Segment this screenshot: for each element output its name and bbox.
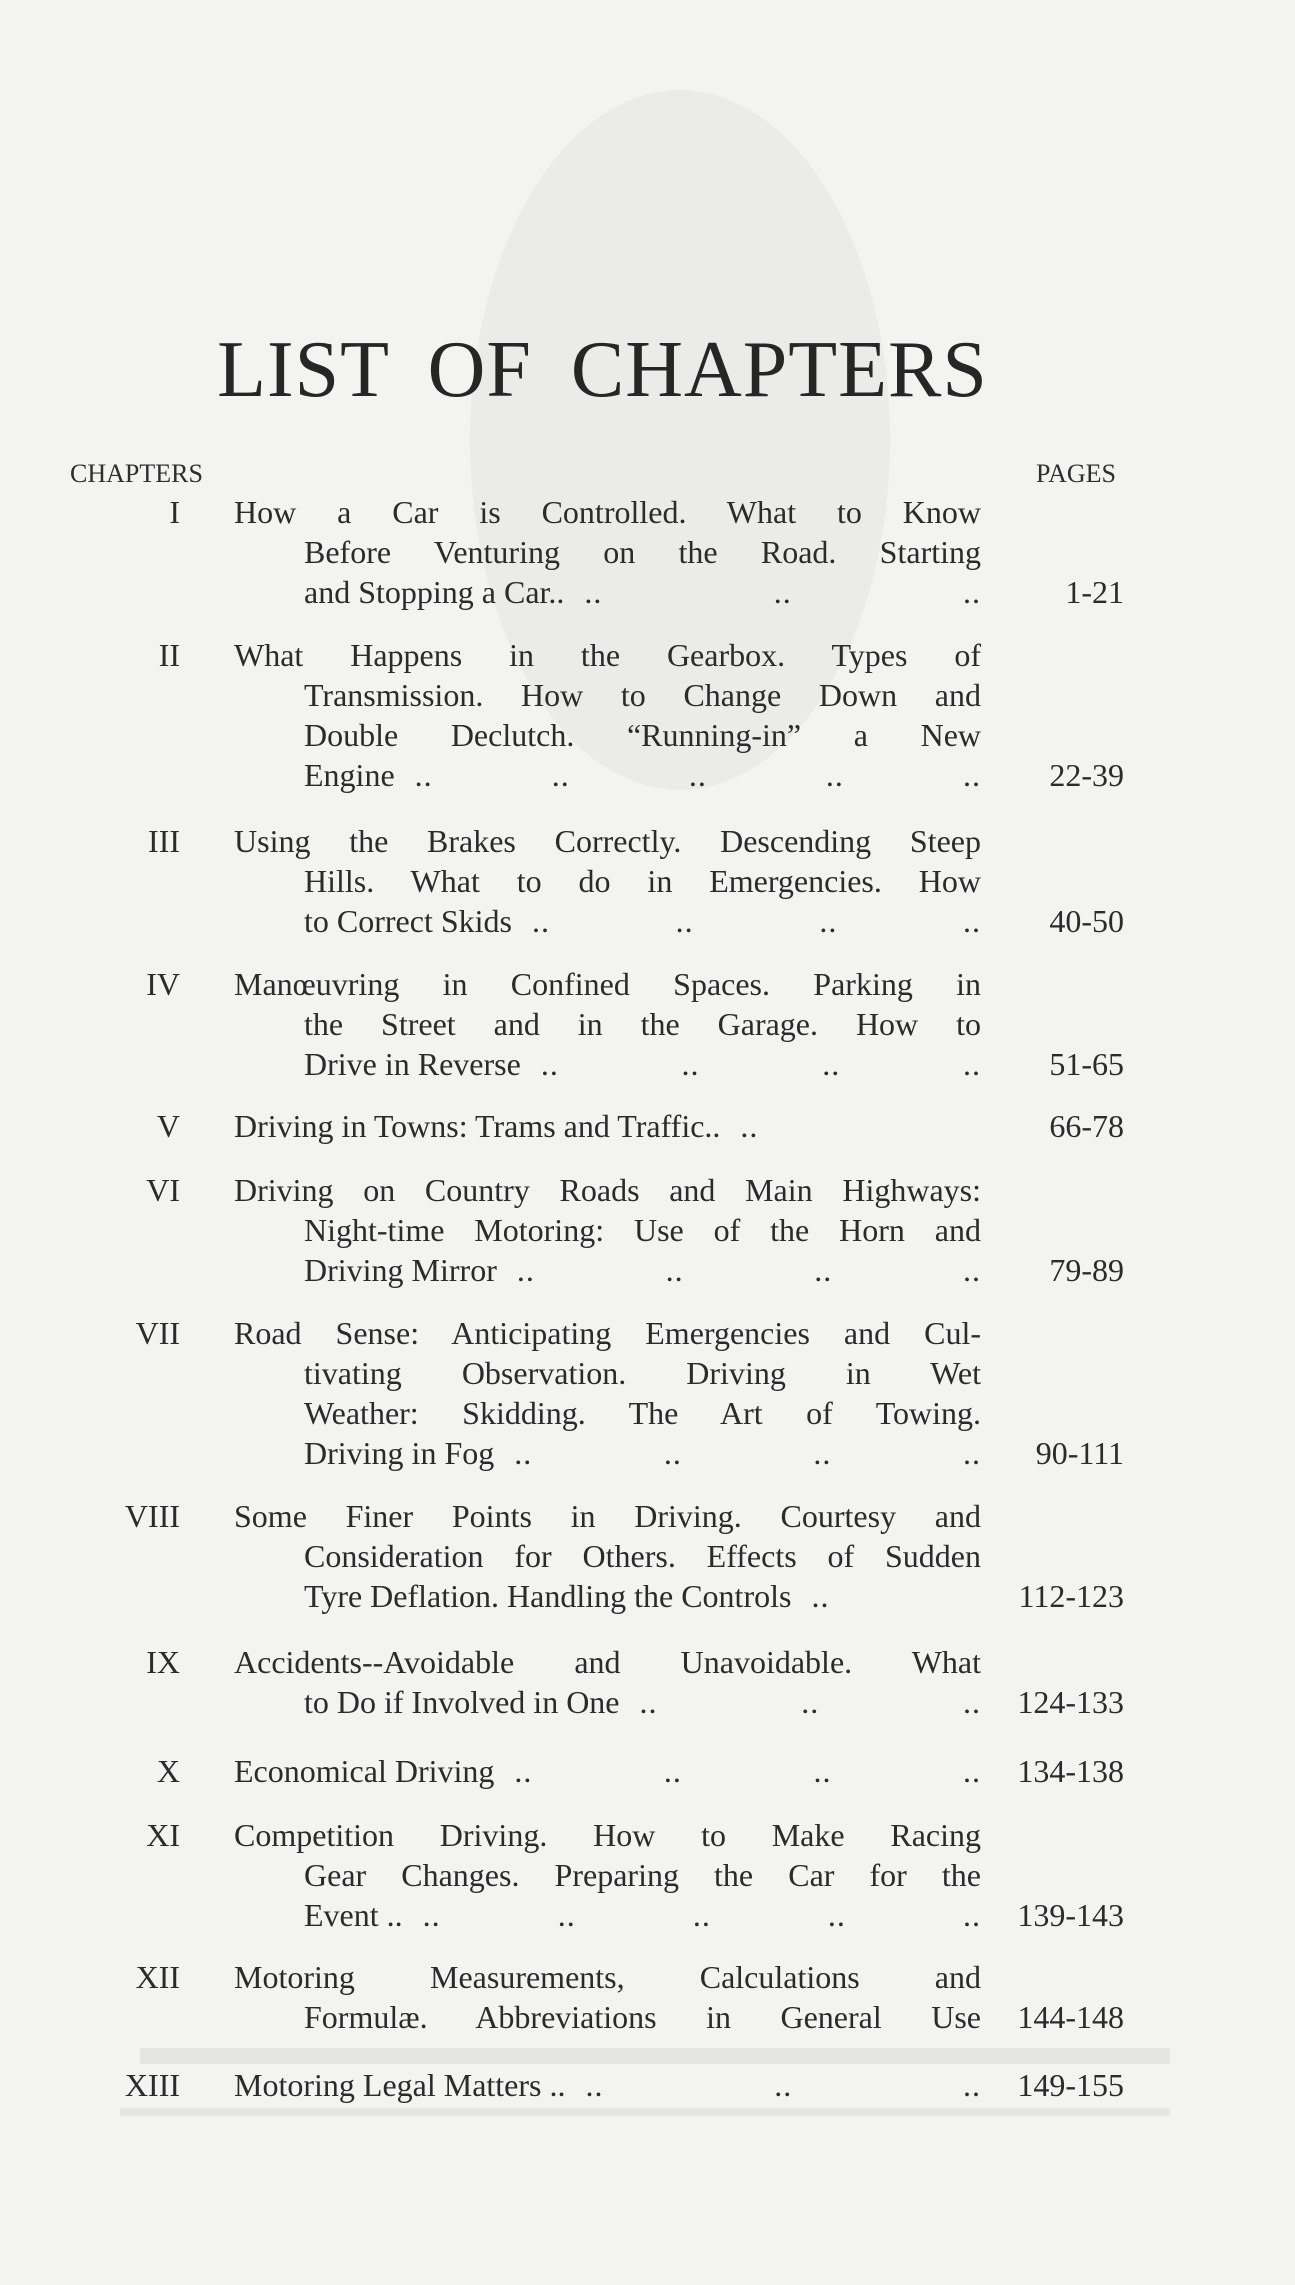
chapter-title-line: Motoring Measurements, Calculations and [234, 1959, 981, 1995]
chapter-number: VII [135, 1315, 180, 1351]
chapter-number: X [156, 1753, 180, 1789]
chapter-title [234, 821, 981, 941]
chapter-title-line [304, 1044, 981, 1084]
chapter-title-line: Gear Changes. Preparing the Car for the [304, 1857, 981, 1893]
chapter-title-text: to Do if Involved in One [304, 1684, 620, 1720]
page-range: 90-111 [1035, 1435, 1124, 1471]
page-range: 66-78 [1049, 1108, 1124, 1144]
chapter-title-line [304, 901, 981, 941]
chapter-title [234, 1957, 981, 2037]
chapter-title-line [304, 572, 981, 612]
chapter-number: III [148, 823, 180, 859]
chapter-title [234, 1170, 981, 1290]
bleed-through-band [140, 2048, 1170, 2064]
dot-leader: .. .. .. .. [514, 1753, 981, 1789]
chapter-title-line [304, 1997, 981, 2037]
chapter-title-text: to Correct Skids [304, 903, 512, 939]
chapter-number: VIII [124, 1498, 180, 1534]
page-range: 40-50 [1049, 903, 1124, 939]
pages-column-header: PAGES [1036, 459, 1116, 488]
chapter-title-text: Tyre Deflation. Handling the Controls [304, 1578, 792, 1614]
page-title: LIST OF CHAPTERS [217, 326, 988, 414]
chapter-title [234, 2065, 981, 2105]
chapter-title-line: Accidents--Avoidable and Unavoidable. What [234, 1644, 981, 1680]
chapter-title-line [234, 2065, 981, 2105]
chapter-title-line [304, 1433, 981, 1473]
dot-leader: .. .. .. .. [514, 1435, 981, 1471]
chapter-title [234, 1815, 981, 1935]
chapter-title-text: Economical Driving [234, 1753, 495, 1789]
chapter-title-line: Weather: Skidding. The Art of Towing. [304, 1395, 981, 1431]
chapter-title [234, 1313, 981, 1473]
dot-leader: .. .. .. [639, 1684, 981, 1720]
chapter-title-line: Road Sense: Anticipating Emergencies and Cul- [234, 1315, 981, 1351]
page-range: 112-123 [1018, 1578, 1124, 1614]
chapter-title-line [304, 1682, 981, 1722]
page-range: 149-155 [1017, 2067, 1124, 2103]
chapter-title-line [304, 1895, 981, 1935]
bleed-through-rule [120, 2108, 1170, 2116]
page-range: 1-21 [1065, 574, 1124, 610]
chapter-title [234, 492, 981, 612]
chapter-title-line [304, 1576, 981, 1616]
dot-leader: .. .. .. .. .. [414, 757, 981, 793]
chapter-title-text: and Stopping a Car.. [304, 574, 565, 610]
page-range: 139-143 [1017, 1897, 1124, 1933]
chapter-title-text: Formulæ. Abbreviations in General Use [304, 1999, 981, 2035]
dot-leader: .. .. .. .. [516, 1252, 981, 1288]
page-range: 79-89 [1049, 1252, 1124, 1288]
chapter-number: II [158, 637, 180, 673]
chapter-number: IV [146, 966, 180, 1002]
chapter-title-text: Driving in Fog [304, 1435, 495, 1471]
chapter-title-line: Competition Driving. How to Make Racing [234, 1817, 981, 1853]
page-range: 134-138 [1017, 1753, 1124, 1789]
chapter-title-line: Transmission. How to Change Down and [304, 677, 981, 713]
chapter-title-text: Drive in Reverse [304, 1046, 521, 1082]
page-range: 22-39 [1049, 757, 1124, 793]
dot-leader: .. .. .. [585, 2067, 981, 2103]
chapter-title-line: Hills. What to do in Emergencies. How [304, 863, 981, 899]
chapter-title [234, 964, 981, 1084]
dot-leader: .. .. .. .. [540, 1046, 981, 1082]
chapter-number: XI [146, 1817, 180, 1853]
page-range: 51-65 [1049, 1046, 1124, 1082]
chapter-title-line: Manœuvring in Confined Spaces. Parking in [234, 966, 981, 1002]
chapter-title-text: Engine [304, 757, 395, 793]
chapter-title-line [304, 755, 981, 795]
chapter-title [234, 1496, 981, 1616]
chapter-title-line: Using the Brakes Correctly. Descending Steep [234, 823, 981, 859]
chapter-title-text: Motoring Legal Matters .. [234, 2067, 566, 2103]
chapter-title-line [234, 1751, 981, 1791]
dot-leader: .. .. .. .. [531, 903, 981, 939]
chapter-title [234, 635, 981, 795]
chapter-number: I [169, 494, 180, 530]
page-range: 144-148 [1017, 1999, 1124, 2035]
chapter-title [234, 1106, 981, 1146]
chapter-title-text: Event .. [304, 1897, 403, 1933]
dot-leader: .. .. .. .. .. [422, 1897, 981, 1933]
chapter-title-line [304, 1250, 981, 1290]
chapter-title-line: Consideration for Others. Effects of Sudden [304, 1538, 981, 1574]
chapter-title-line: Some Finer Points in Driving. Courtesy and [234, 1498, 981, 1534]
chapter-title-line: tivating Observation. Driving in Wet [304, 1355, 981, 1391]
dot-leader: .. [740, 1108, 759, 1144]
chapter-number: XIII [124, 2067, 180, 2103]
chapter-number: V [156, 1108, 180, 1144]
chapter-title-line: Double Declutch. “Running-in” a New [304, 717, 981, 753]
chapter-title-line: Before Venturing on the Road. Starting [304, 534, 981, 570]
chapter-number: XII [135, 1959, 180, 1995]
chapter-title [234, 1751, 981, 1791]
dot-leader: .. .. .. [584, 574, 981, 610]
chapter-title-line [234, 1106, 981, 1146]
chapter-title-line: What Happens in the Gearbox. Types of [234, 637, 981, 673]
chapter-title-line: Driving on Country Roads and Main Highways: [234, 1172, 981, 1208]
dot-leader: .. [811, 1578, 830, 1614]
chapter-number: VI [146, 1172, 180, 1208]
chapters-column-header: CHAPTERS [70, 459, 203, 488]
chapter-title-text: Driving in Towns: Trams and Traffic.. [234, 1108, 721, 1144]
chapter-title-line: How a Car is Controlled. What to Know [234, 494, 981, 530]
chapter-title-line: Night-time Motoring: Use of the Horn and [304, 1212, 981, 1248]
chapter-number: IX [146, 1644, 180, 1680]
chapter-title-text: Driving Mirror [304, 1252, 497, 1288]
chapter-title [234, 1642, 981, 1722]
page-range: 124-133 [1017, 1684, 1124, 1720]
chapter-title-line: the Street and in the Garage. How to [304, 1006, 981, 1042]
